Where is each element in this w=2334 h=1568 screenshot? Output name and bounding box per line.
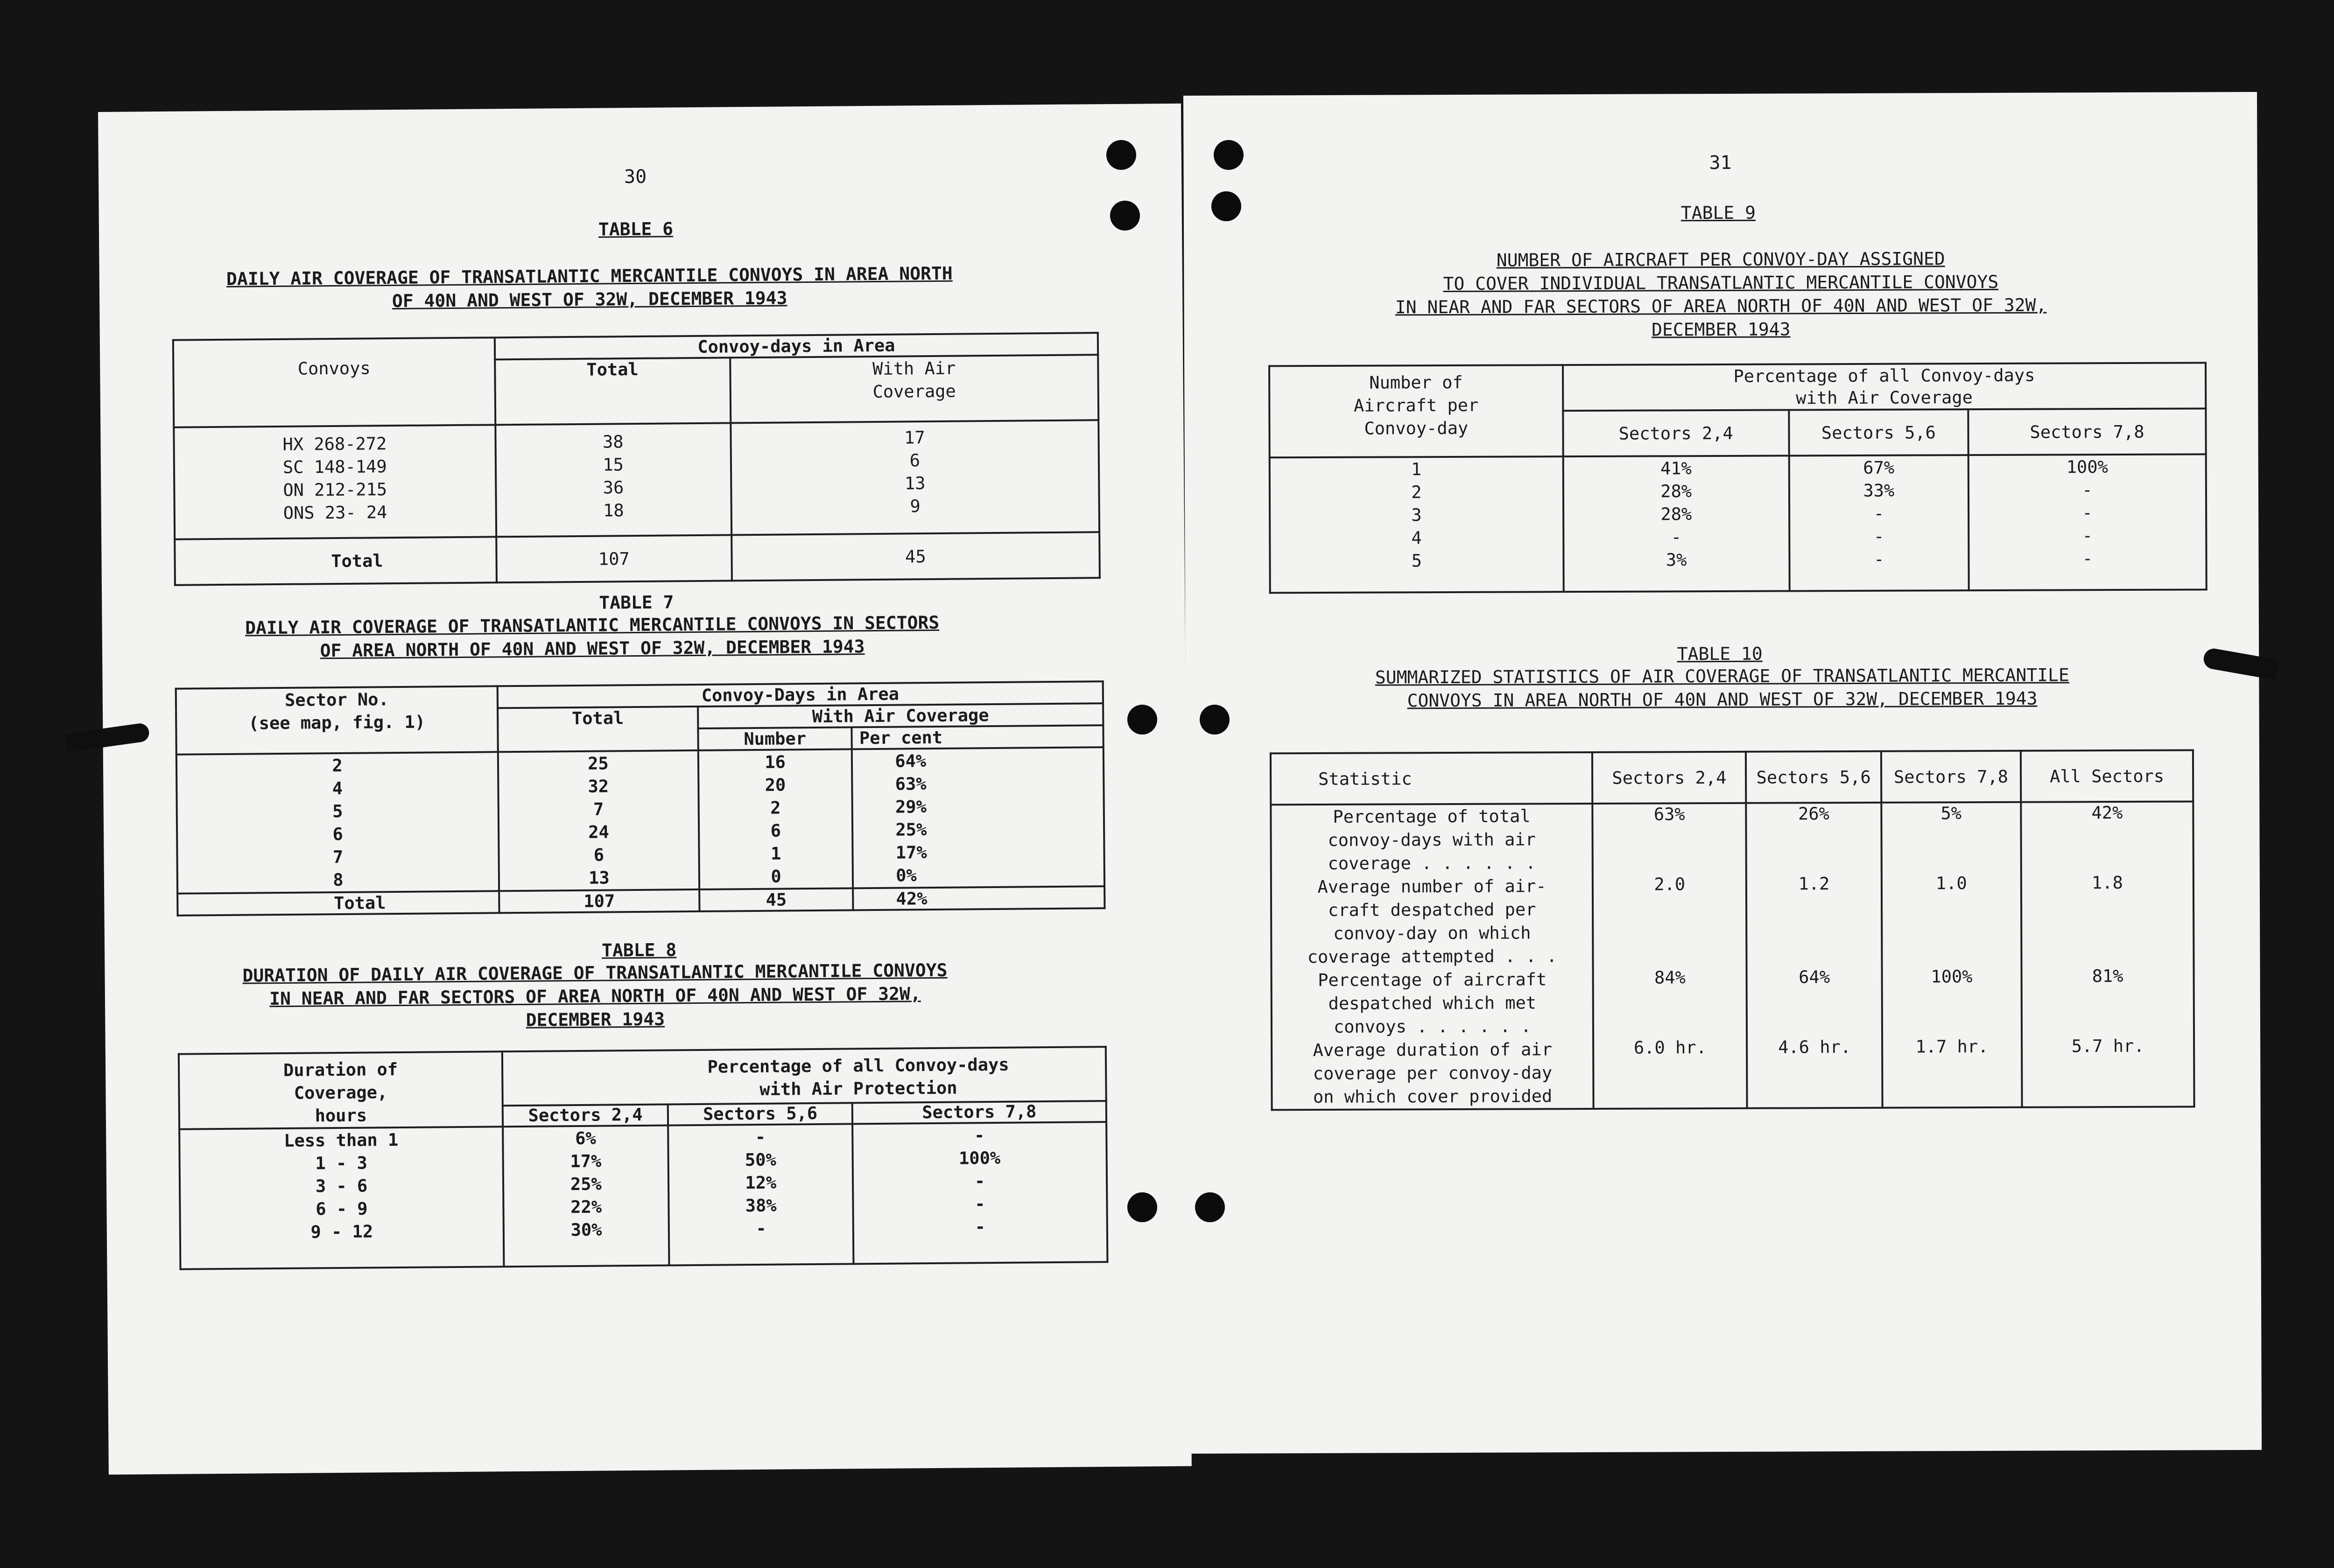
- table6-cell: 6: [909, 450, 921, 471]
- table8-cell: -: [975, 1217, 986, 1237]
- table9-cell: 33%: [1863, 480, 1895, 501]
- table10-cell: 26%: [1746, 803, 1882, 874]
- table9-cell: 28%: [1660, 481, 1692, 502]
- table8-cell: 12%: [745, 1172, 777, 1193]
- table9-cell: 67%: [1863, 457, 1895, 478]
- table8-cell: 6 - 9: [316, 1198, 368, 1219]
- table7-cell: 5: [332, 801, 343, 822]
- table9-cell: 100%: [2066, 457, 2108, 477]
- table9: [1268, 362, 2207, 594]
- table9-cell: 3%: [1666, 550, 1687, 570]
- table10-cell: 64%: [1747, 967, 1882, 1037]
- page-number-30: 30: [624, 166, 647, 188]
- table7-cell: 25: [587, 753, 609, 774]
- table7-cell: 25%: [895, 819, 927, 840]
- table8-cell: 50%: [745, 1149, 776, 1170]
- table10-label: TABLE 10: [1677, 643, 1763, 665]
- table7-header-percent: Per cent: [852, 725, 1104, 749]
- table10-statistic-line: craft despatched per: [1328, 899, 1536, 920]
- table9-cell: 41%: [1660, 458, 1692, 479]
- table7-total-label: Total: [177, 891, 499, 915]
- table9-cell: -: [2082, 503, 2093, 523]
- table10-row-statistic: [1272, 1038, 1594, 1110]
- table6-total-label: Total: [175, 537, 496, 585]
- punch-hole: [1195, 1192, 1225, 1222]
- table9-label: TABLE 9: [1680, 202, 1756, 224]
- table8-cell: -: [755, 1127, 766, 1148]
- table7-title: [172, 610, 1013, 664]
- table8-cell: 1 - 3: [315, 1153, 368, 1174]
- table9-cell: -: [1873, 526, 1884, 546]
- table8-header-group: [502, 1047, 1106, 1106]
- punch-hole: [1110, 201, 1140, 231]
- table8-cell: 6%: [575, 1128, 596, 1149]
- table8-cell: 100%: [958, 1148, 1001, 1169]
- table9-cell: 1: [1411, 459, 1422, 480]
- table6-header-group: Convoy-days in Area: [495, 333, 1098, 359]
- table6-title-line: DAILY AIR COVERAGE OF TRANSATLANTIC MERCANTILE CONVOYS IN AREA NORTH: [226, 263, 953, 289]
- table10-cell: 4.6 hr.: [1747, 1037, 1882, 1108]
- table7-col-total: [498, 750, 699, 891]
- table10-cell: 2.0: [1593, 874, 1747, 968]
- table7-cell: 63%: [895, 774, 927, 794]
- punch-hole: [1106, 140, 1136, 170]
- table9-cell: 2: [1411, 482, 1422, 503]
- table6-label: TABLE 6: [598, 218, 674, 240]
- table7-cell: 16: [765, 752, 786, 772]
- table6-col-convoys: [174, 425, 496, 539]
- table7-cell: 1: [770, 843, 781, 864]
- table9-col-s56: [1789, 455, 1968, 591]
- table7-total-value: 107: [499, 889, 699, 913]
- table10: [1270, 749, 2195, 1111]
- table7-total-number: 45: [699, 888, 853, 911]
- table10-cell: 1.0: [1882, 873, 2022, 967]
- table7-cell: 7: [593, 799, 604, 819]
- table10-cell: 1.2: [1746, 874, 1882, 967]
- table8-title: [161, 958, 1029, 1035]
- table9-cell: 5: [1411, 551, 1422, 571]
- table7-header-sector-line: Sector No.: [284, 689, 389, 710]
- table6-title-line: OF 40N AND WEST OF 32W, DECEMBER 1943: [392, 287, 787, 312]
- table10-statistic-line: despatched which met: [1328, 993, 1537, 1014]
- table7-header-with-air: With Air Coverage: [698, 703, 1103, 728]
- table8-header-group-line: Percentage of all Convoy-days: [707, 1054, 1009, 1077]
- table10-cell: 84%: [1593, 967, 1747, 1038]
- left-page: [98, 104, 1192, 1475]
- table10-statistic-line: Average number of air-: [1317, 876, 1547, 897]
- table6: [172, 332, 1101, 586]
- table6-header-with-air: [730, 355, 1098, 423]
- table9-title-line: NUMBER OF AIRCRAFT PER CONVOY-DAY ASSIGNED: [1496, 248, 1945, 271]
- table7-cell: 7: [332, 847, 344, 868]
- table6-header-total: Total: [495, 357, 731, 425]
- table7-cell: 64%: [895, 751, 927, 771]
- table10-cell: 63%: [1593, 803, 1747, 875]
- table8-cell: 22%: [570, 1197, 602, 1218]
- table9-header-aircraft-line: Aircraft per: [1353, 395, 1479, 416]
- table10-statistic-line: coverage . . . . . .: [1328, 853, 1536, 874]
- table10-header-s56: Sectors 5,6: [1746, 751, 1881, 803]
- table7-cell: 13: [588, 868, 610, 888]
- table7-label: TABLE 7: [599, 592, 674, 613]
- table10-statistic-line: Average duration of air: [1313, 1039, 1553, 1061]
- table8-cell: 17%: [570, 1151, 602, 1172]
- table10-cell: 81%: [2022, 966, 2194, 1036]
- table9-header-group: [1563, 363, 2206, 411]
- table8-header-duration: [179, 1051, 503, 1129]
- table10-cell: 100%: [1882, 966, 2022, 1037]
- table6-cell: SC 148-149: [282, 456, 387, 477]
- table8-title-line: DECEMBER 1943: [526, 1008, 665, 1030]
- table9-title-line: TO COVER INDIVIDUAL TRANSATLANTIC MERCANTILE CONVOYS: [1443, 271, 1999, 294]
- table6-title: [169, 261, 1010, 315]
- table8-label: TABLE 8: [601, 939, 677, 961]
- table9-col-s24: [1563, 455, 1789, 592]
- table6-cell: ONS 23- 24: [283, 502, 387, 523]
- table10-statistic-line: Percentage of total: [1333, 806, 1531, 827]
- table7-cell: 6: [770, 820, 781, 841]
- table9-cell: -: [1671, 527, 1682, 547]
- table8-cell: 25%: [570, 1174, 602, 1195]
- table7: [175, 680, 1106, 917]
- table9-cell: 28%: [1660, 504, 1692, 525]
- table7-header-group: Convoy-Days in Area: [498, 681, 1103, 708]
- table9-header-aircraft: [1269, 365, 1563, 457]
- table10-row-statistic: [1271, 804, 1593, 875]
- table8-title-line: DURATION OF DAILY AIR COVERAGE OF TRANSATLANTIC MERCANTILE CONVOYS: [242, 959, 948, 986]
- table10-statistic-line: coverage attempted . . .: [1307, 946, 1557, 967]
- table8-title-line: IN NEAR AND FAR SECTORS OF AREA NORTH OF 40N AND WEST OF 32W,: [269, 983, 921, 1009]
- table8-col-duration: [179, 1127, 504, 1269]
- table7-cell: 17%: [895, 842, 927, 863]
- table9-title: [1277, 246, 2165, 343]
- table7-header-sector-line: (see map, fig. 1): [248, 712, 426, 734]
- table6-col-with-air: [731, 420, 1099, 535]
- table7-col-number: [698, 749, 853, 889]
- table7-cell: 2: [770, 798, 781, 818]
- table10-title-line: SUMMARIZED STATISTICS OF AIR COVERAGE OF TRANSATLANTIC MERCANTILE: [1375, 665, 2069, 688]
- table10-statistic-line: convoys . . . . . .: [1333, 1016, 1532, 1037]
- table7-title-line: DAILY AIR COVERAGE OF TRANSATLANTIC MERCANTILE CONVOYS IN SECTORS: [245, 612, 940, 638]
- table10-row-statistic: [1271, 875, 1593, 969]
- table6-cell: 9: [910, 496, 921, 517]
- table7-total-percent: 42%: [853, 886, 1104, 910]
- table9-header-group-line: Percentage of all Convoy-days: [1733, 365, 2035, 386]
- table6-total-value: 107: [496, 535, 732, 582]
- table10-statistic-line: coverage per convoy-day: [1313, 1063, 1553, 1084]
- table9-header-s78: Sectors 7,8: [1968, 408, 2206, 455]
- table10-header-all: All Sectors: [2021, 750, 2193, 802]
- table6-header-with-air-line: Coverage: [872, 381, 956, 402]
- table8-header-duration-line: hours: [315, 1105, 367, 1126]
- table6-cell: 13: [904, 473, 926, 494]
- table8: [178, 1046, 1109, 1270]
- table10-statistic-line: Percentage of aircraft: [1318, 969, 1547, 991]
- punch-hole: [1200, 705, 1230, 735]
- table7-header-sector: [176, 686, 498, 754]
- table9-col-aircraft: [1270, 456, 1564, 593]
- table6-total-with-air: 45: [731, 532, 1100, 581]
- table9-cell: -: [2082, 548, 2093, 569]
- table9-title-line: DECEMBER 1943: [1651, 319, 1791, 340]
- punch-hole: [1127, 705, 1157, 735]
- table6-header-convoys: Convoys: [173, 337, 495, 427]
- table10-header-s78: Sectors 7,8: [1881, 751, 2021, 803]
- table7-cell: 2: [332, 755, 343, 776]
- table7-cell: 24: [588, 822, 610, 842]
- table8-header-duration-line: Coverage,: [294, 1082, 388, 1103]
- table8-header-group-line: with Air Protection: [759, 1078, 957, 1099]
- table6-cell: HX 268-272: [282, 434, 387, 455]
- table8-header-s24: Sectors 2,4: [503, 1104, 668, 1127]
- table6-cell: 38: [602, 432, 624, 452]
- table9-header-s24: Sectors 2,4: [1563, 410, 1789, 456]
- table8-cell: 38%: [745, 1195, 777, 1216]
- table7-title-line: OF AREA NORTH OF 40N AND WEST OF 32W, DECEMBER 1943: [320, 636, 865, 661]
- table6-cell: 36: [603, 477, 624, 498]
- page-number-31: 31: [1709, 152, 1732, 174]
- punch-hole: [1127, 1192, 1157, 1222]
- punch-hole: [1214, 140, 1244, 170]
- table10-cell: 5%: [1881, 802, 2021, 874]
- table7-col-sector: [176, 752, 499, 893]
- table6-cell: 18: [603, 500, 624, 521]
- table8-cell: -: [974, 1171, 985, 1191]
- table10-statistic-line: convoy-days with air: [1328, 829, 1536, 850]
- table10-cell: 42%: [2021, 801, 2193, 873]
- table7-cell: 8: [333, 869, 344, 890]
- table9-header-aircraft-line: Number of: [1369, 372, 1463, 393]
- table7-cell: 0: [771, 866, 781, 887]
- table8-cell: 30%: [570, 1219, 602, 1240]
- table9-cell: -: [1874, 549, 1884, 569]
- table8-cell: Less than 1: [284, 1130, 399, 1151]
- table8-col-s24: [503, 1125, 669, 1267]
- table6-col-total: [495, 423, 731, 537]
- table7-cell: 4: [332, 778, 343, 799]
- table8-cell: -: [975, 1194, 985, 1214]
- punch-hole: [1211, 191, 1241, 221]
- table6-cell: 15: [603, 455, 624, 475]
- table9-header-s56: Sectors 5,6: [1789, 409, 1968, 455]
- table9-header-group-line: with Air Coverage: [1796, 387, 1973, 408]
- table6-cell: ON 212-215: [283, 479, 387, 500]
- table7-cell: 20: [765, 775, 786, 795]
- table8-header-s56: Sectors 5,6: [668, 1103, 852, 1126]
- table10-row-statistic: [1272, 968, 1594, 1039]
- table9-cell: 3: [1411, 505, 1422, 525]
- table8-col-s78: [852, 1122, 1107, 1264]
- table7-cell: 6: [593, 845, 605, 865]
- table8-cell: -: [974, 1125, 985, 1146]
- table8-header-duration-line: Duration of: [283, 1059, 398, 1080]
- table10-statistic-line: convoy-day on which: [1333, 923, 1531, 944]
- table10-header-s24: Sectors 2,4: [1592, 752, 1746, 804]
- table7-cell: 29%: [895, 797, 927, 817]
- table8-cell: -: [756, 1218, 766, 1239]
- table7-cell: 0%: [896, 865, 917, 886]
- table10-title-line: CONVOYS IN AREA NORTH OF 40N AND WEST OF 32W, DECEMBER 1943: [1407, 688, 2038, 711]
- table9-header-aircraft-line: Convoy-day: [1364, 418, 1469, 439]
- table7-header-number: Number: [698, 727, 852, 750]
- table9-title-line: IN NEAR AND FAR SECTORS OF AREA NORTH OF 40N AND WEST OF 32W,: [1395, 294, 2047, 318]
- table7-header-total: Total: [498, 707, 698, 752]
- table9-cell: -: [1873, 503, 1884, 524]
- table10-cell: 1.7 hr.: [1882, 1036, 2022, 1108]
- table8-col-s56: [668, 1124, 854, 1265]
- table6-cell: 17: [904, 427, 925, 448]
- table7-col-percent: [852, 747, 1104, 888]
- table10-cell: 6.0 hr.: [1593, 1037, 1747, 1109]
- table9-cell: -: [2082, 480, 2093, 500]
- table9-col-s78: [1968, 454, 2207, 590]
- table10-statistic-line: on which cover provided: [1313, 1086, 1553, 1107]
- right-page: [1183, 92, 2262, 1454]
- table10-title: [1255, 663, 2189, 713]
- table8-cell: 3 - 6: [315, 1176, 368, 1197]
- table10-cell: 1.8: [2021, 872, 2194, 966]
- table10-cell: 5.7 hr.: [2022, 1036, 2194, 1107]
- table7-cell: 32: [588, 776, 609, 797]
- table7-cell: 6: [332, 824, 343, 845]
- table9-cell: 4: [1411, 528, 1422, 548]
- table9-cell: -: [2082, 525, 2093, 546]
- table8-cell: 9 - 12: [310, 1221, 373, 1242]
- table6-header-with-air-line: With Air: [872, 358, 956, 379]
- table10-header-statistic: Statistic: [1271, 752, 1593, 805]
- table8-header-s78: Sectors 7,8: [852, 1101, 1106, 1124]
